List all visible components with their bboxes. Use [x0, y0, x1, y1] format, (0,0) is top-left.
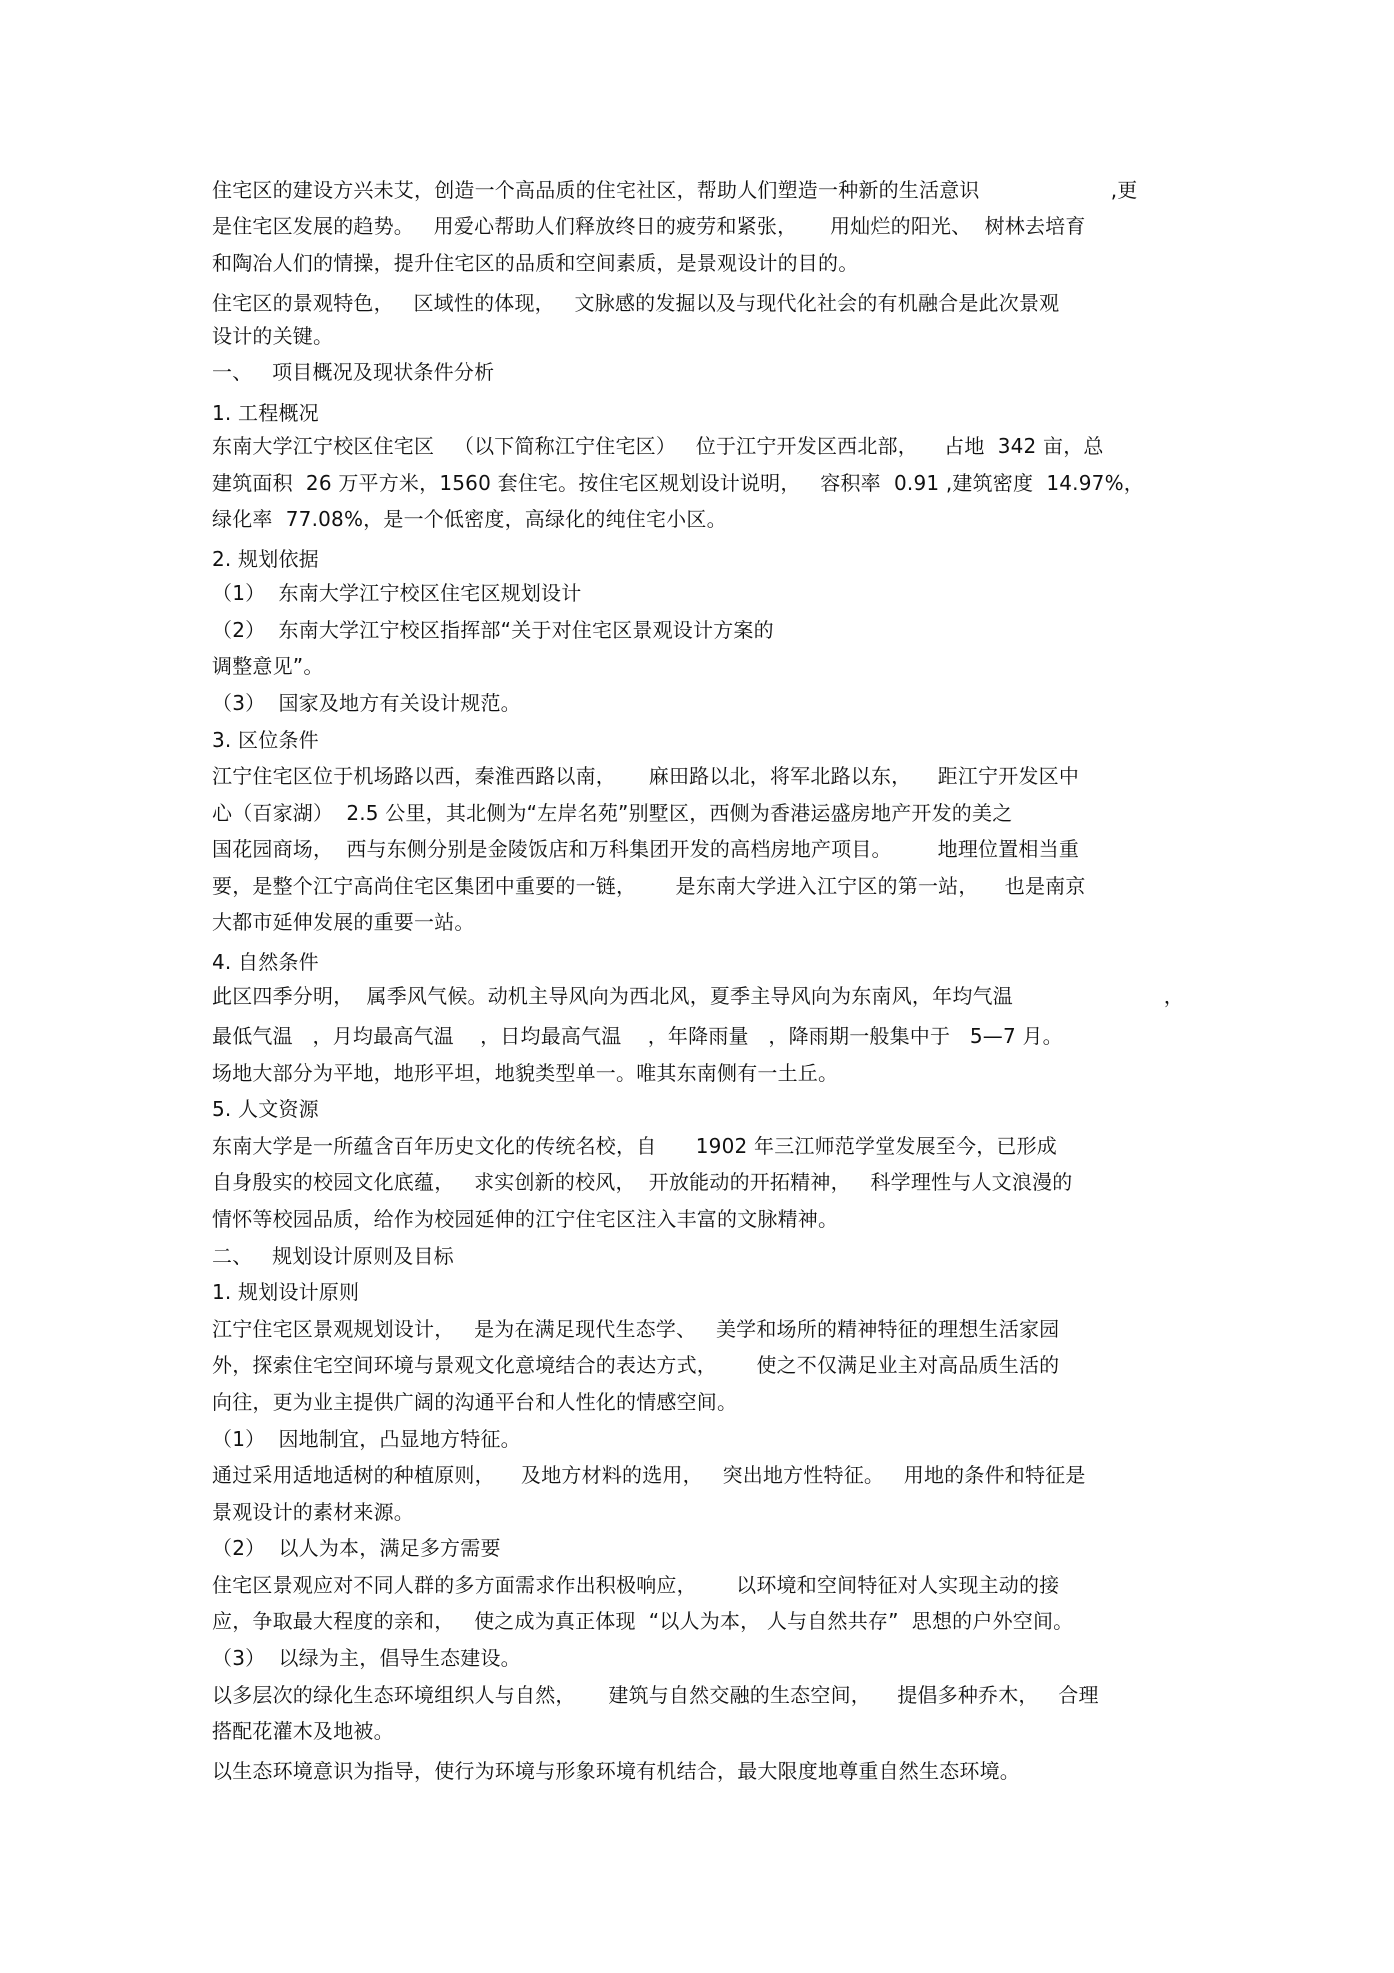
- text-line: 绿化率 77.08%，是一个低密度，高绿化的纯住宅小区。: [212, 507, 727, 531]
- text-line: 是住宅区发展的趋势。 用爱心帮助人们释放终日的疲劳和紧张， 用灿烂的阳光、 树林去培育: [212, 214, 1086, 238]
- text-line: 自身殷实的校园文化底蕴， 求实创新的校风， 开放能动的开拓精神， 科学理性与人文浪漫的: [212, 1170, 1073, 1194]
- text-line: 以多层次的绿化生态环境组织人与自然， 建筑与自然交融的生态空间， 提倡多种乔木， 合理: [212, 1683, 1099, 1707]
- text-line: 住宅区的建设方兴未艾，创造一个高品质的住宅社区，帮助人们塑造一种新的生活意识 ,更: [212, 178, 1138, 202]
- text-line: 心（百家湖） 2.5 公里，其北侧为“左岸名苑”别墅区，西侧为香港运盛房地产开发的美之: [212, 801, 1013, 825]
- text-line: 住宅区的景观特色， 区域性的体现， 文脉感的发掘以及与现代化社会的有机融合是此次景观: [212, 291, 1060, 315]
- subsection-heading: 2. 规划依据: [212, 547, 319, 571]
- text-line: 情怀等校园品质，给作为校园延伸的江宁住宅区注入丰富的文脉精神。: [212, 1207, 839, 1231]
- text-line: 调整意见”。: [212, 654, 324, 678]
- text-line: 江宁住宅区位于机场路以西，秦淮西路以南， 麻田路以北，将军北路以东， 距江宁开发区中: [212, 764, 1080, 788]
- text-line: 最低气温 ，月均最高气温 ，日均最高气温 ，年降雨量 ，降雨期一般集中于 5—7 月。: [212, 1024, 1063, 1048]
- text-line: （2） 以人为本，满足多方需要: [212, 1536, 501, 1560]
- text-line: 建筑面积 26 万平方米，1560 套住宅。按住宅区规划设计说明， 容积率 0.91 ,建筑密度 14.97%，: [212, 471, 1144, 495]
- text-line: 设计的关键。: [212, 324, 334, 348]
- section-heading: 二、 规划设计原则及目标: [212, 1244, 454, 1268]
- text-line: 江宁住宅区景观规划设计， 是为在满足现代生态学、 美学和场所的精神特征的理想生活家园: [212, 1317, 1060, 1341]
- text-line: 通过采用适地适树的种植原则， 及地方材料的选用， 突出地方性特征。 用地的条件和特征是: [212, 1463, 1086, 1487]
- text-line: 大都市延伸发展的重要一站。: [212, 910, 475, 934]
- text-line: （2） 东南大学江宁校区指挥部“关于对住宅区景观设计方案的: [212, 618, 774, 642]
- text-line: 此区四季分明， 属季风气候。动机主导风向为西北风，夏季主导风向为东南风，年均气温 ，: [212, 984, 1184, 1008]
- text-line: 景观设计的素材来源。: [212, 1500, 414, 1524]
- text-line: 和陶冶人们的情操，提升住宅区的品质和空间素质，是景观设计的目的。: [212, 251, 859, 275]
- subsection-heading: 1. 工程概况: [212, 401, 319, 425]
- text-line: （1） 因地制宜，凸显地方特征。: [212, 1427, 521, 1451]
- text-line: 东南大学是一所蕴含百年历史文化的传统名校，自 1902 年三江师范学堂发展至今，已形成: [212, 1134, 1057, 1158]
- section-heading: 一、 项目概况及现状条件分析: [212, 360, 495, 384]
- text-line: 外，探索住宅空间环境与景观文化意境结合的表达方式， 使之不仅满足业主对高品质生活的: [212, 1353, 1060, 1377]
- text-line: 搭配花灌木及地被。: [212, 1719, 394, 1743]
- text-line: 住宅区景观应对不同人群的多方面需求作出积极响应， 以环境和空间特征对人实现主动的接: [212, 1573, 1060, 1597]
- text-line: 向往，更为业主提供广阔的沟通平台和人性化的情感空间。: [212, 1390, 738, 1414]
- subsection-heading: 1. 规划设计原则: [212, 1280, 360, 1304]
- text-line: 国花园商场， 西与东侧分别是金陵饭店和万科集团开发的高档房地产项目。 地理位置相当重: [212, 837, 1080, 861]
- text-line: （3） 以绿为主，倡导生态建设。: [212, 1646, 521, 1670]
- text-line: 东南大学江宁校区住宅区 （以下简称江宁住宅区） 位于江宁开发区西北部， 占地 342 亩，总: [212, 434, 1104, 458]
- text-line: （3） 国家及地方有关设计规范。: [212, 691, 521, 715]
- text-line: （1） 东南大学江宁校区住宅区规划设计: [212, 581, 582, 605]
- subsection-heading: 5. 人文资源: [212, 1097, 319, 1121]
- subsection-heading: 3. 区位条件: [212, 728, 319, 752]
- text-line: 应，争取最大程度的亲和， 使之成为真正体现 “以人为本， 人与自然共存” 思想的户外空间。: [212, 1609, 1074, 1633]
- text-line: 要，是整个江宁高尚住宅区集团中重要的一链， 是东南大学进入江宁区的第一站， 也是南京: [212, 874, 1086, 898]
- subsection-heading: 4. 自然条件: [212, 950, 319, 974]
- text-line: 场地大部分为平地，地形平坦，地貌类型单一。唯其东南侧有一土丘。: [212, 1061, 839, 1085]
- text-line: 以生态环境意识为指导，使行为环境与形象环境有机结合，最大限度地尊重自然生态环境。: [212, 1759, 1020, 1783]
